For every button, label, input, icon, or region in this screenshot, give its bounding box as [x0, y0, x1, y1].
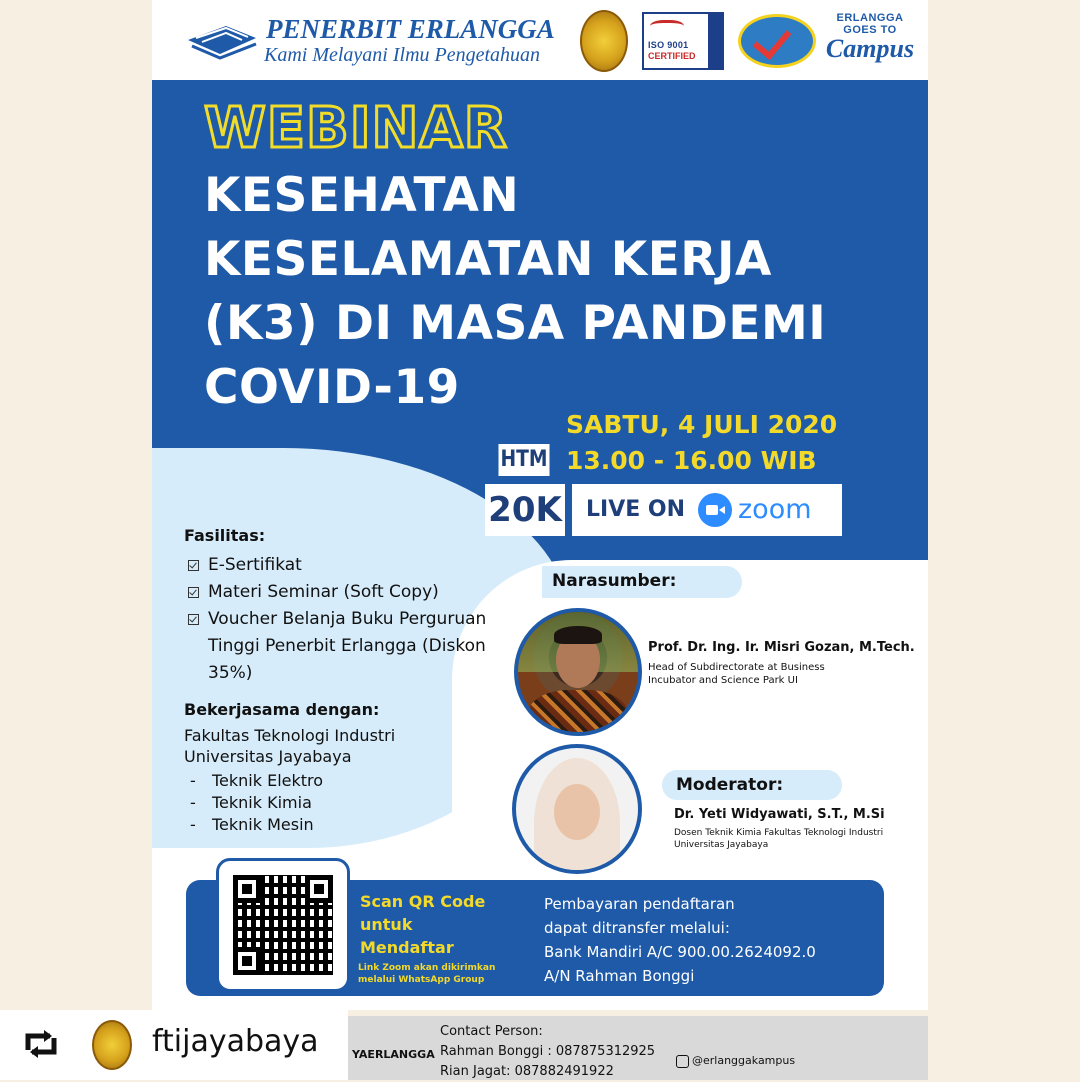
iso-certified-label: CERTIFIED [648, 51, 696, 61]
speaker-photo [514, 608, 642, 736]
zoom-link-note: Link Zoom akan dikirimkan melalui WhatsApp Group [358, 963, 496, 985]
live-on-label: LIVE ON [586, 497, 686, 522]
title-line: KESEHATAN [204, 168, 520, 223]
zoom-camera-icon [698, 493, 732, 527]
speaker-name: Prof. Dr. Ing. Ir. Misri Gozan, M.Tech. [648, 640, 915, 655]
event-date: SABTU, 4 JULI 2020 [566, 410, 838, 439]
contact-line: Rian Jagat: 087882491922 [440, 1064, 614, 1079]
contact-person [440, 1022, 655, 1082]
title-line: KESELAMATAN KERJA [204, 232, 772, 287]
avatar[interactable] [92, 1020, 132, 1070]
qr-code-icon[interactable] [233, 875, 333, 975]
qr-code-frame [216, 858, 350, 992]
webinar-poster [152, 0, 928, 1010]
footer-brand: YAERLANGGA [352, 1048, 435, 1061]
speaker-label-pill [542, 566, 742, 598]
brand-name: PENERBIT ERLANGGA [266, 14, 555, 44]
checkbox-icon [188, 614, 199, 625]
moderator-label-pill [662, 770, 842, 800]
payment-line: dapat ditransfer melalui: [544, 919, 730, 937]
payment-info [544, 892, 874, 988]
checkmark-globe-icon [738, 14, 816, 68]
speaker-label: Narasumber: [552, 571, 677, 591]
moderator-label: Moderator: [676, 775, 784, 795]
checkbox-icon [188, 560, 199, 571]
moderator-description: Dosen Teknik Kimia Fakultas Teknologi Industri Universitas Jayabaya [674, 828, 884, 850]
facility-text: Materi Seminar (Soft Copy) [208, 582, 439, 602]
scan-line: Mendaftar [360, 938, 454, 957]
list-item: - Teknik Mesin [190, 814, 323, 836]
moderator-name: Dr. Yeti Widyawati, S.T., M.Si [674, 807, 885, 822]
list-item: - Teknik Elektro [190, 770, 323, 792]
speaker-description: Head of Subdirectorate at Business Incubator and Science Park UI [648, 662, 825, 686]
event-time: 13.00 - 16.00 WIB [566, 446, 817, 475]
payment-line: A/N Rahman Bonggi [544, 967, 695, 985]
contact-line: Rahman Bonggi : 087875312925 [440, 1044, 656, 1059]
scan-line: Scan QR Code [360, 892, 486, 911]
title-line: COVID-19 [204, 360, 460, 415]
scan-qr-text [360, 890, 485, 959]
iso-mark-icon [650, 20, 684, 35]
campus-main-text: Campus [825, 34, 915, 63]
live-on-zoom-box [572, 484, 842, 536]
payment-line: Pembayaran pendaftaran [544, 895, 735, 913]
brand-tagline: Kami Melayani Ilmu Pengetahuan [264, 44, 541, 66]
partner-departments [190, 770, 323, 836]
ticket-price: 20K [485, 484, 565, 536]
book-logo-icon [186, 18, 258, 60]
moderator-photo [512, 744, 642, 874]
zoom-label: zoom [738, 494, 812, 525]
checkbox-icon [188, 587, 199, 598]
campus-top-text: ERLANGGA GOES TO [836, 12, 904, 36]
webinar-heading: WEBINAR [204, 96, 508, 161]
partner-org: Fakultas Teknologi Industri Universitas Jayabaya [184, 726, 396, 766]
list-item: - Teknik Kimia [190, 792, 323, 814]
title-line: (K3) DI MASA PANDEMI [204, 296, 827, 351]
partner-title: Bekerjasama dengan: [184, 700, 380, 719]
payment-line: Bank Mandiri A/C 900.00.2624092.0 [544, 943, 816, 961]
contact-title: Contact Person: [440, 1024, 543, 1039]
poster-header [152, 0, 928, 80]
iso-certified-badge [642, 12, 724, 70]
iso-side-strip [708, 14, 722, 68]
facilities-list [188, 552, 488, 687]
repost-icon[interactable] [20, 1028, 62, 1060]
list-item [188, 579, 488, 606]
university-seal-icon [580, 10, 628, 72]
facilities-title: Fasilitas: [184, 526, 266, 545]
facility-text: Voucher Belanja Buku Perguruan Tinggi Penerbit Erlangga (Diskon 35%) [208, 609, 487, 683]
repost-username[interactable]: ftijayabaya [152, 1024, 319, 1059]
instagram-handle: @erlanggakampus [692, 1054, 796, 1067]
list-item [188, 606, 488, 687]
list-item [188, 552, 488, 579]
htm-label: HTM [499, 444, 550, 476]
webinar-title [204, 164, 924, 420]
goes-to-campus-logo [824, 12, 916, 68]
iso-label: ISO 9001 [648, 40, 689, 50]
facility-text: E-Sertifikat [208, 555, 302, 575]
scan-line: untuk [360, 915, 413, 934]
